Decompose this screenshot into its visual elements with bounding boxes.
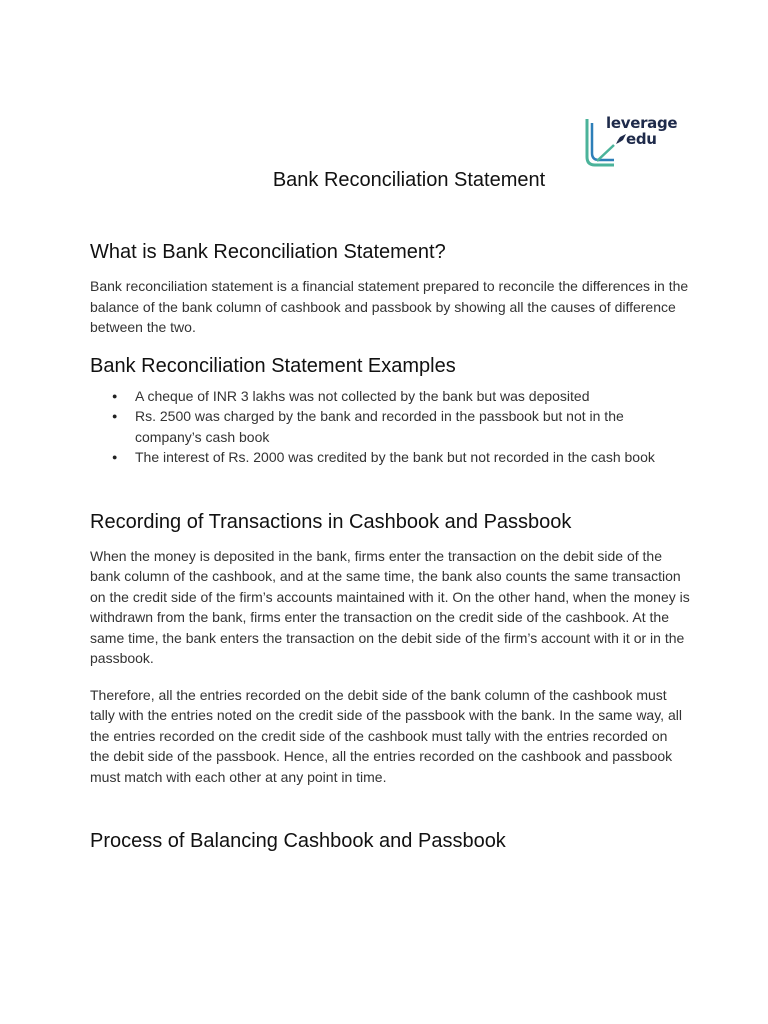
examples-list — [90, 386, 690, 468]
section-paragraph: Therefore, all the entries recorded on the debit side of the bank column of the cashbook must tally with the entries noted on the credit side of the passbook with the bank. In the same way, all the entries recorded on the credit side of the cashbook must tally with the entries recorded on the debit side of the passbook. Hence, all the entries recorded on the cashbook and passbook must match with each other at any point in time. — [90, 686, 682, 785]
leverage-edu-logo — [584, 115, 680, 167]
section-heading-process: Process of Balancing Cashbook and Passbook — [90, 830, 506, 852]
rocket-icon — [615, 133, 627, 145]
section-heading-what-is: What is Bank Reconciliation Statement? — [90, 241, 446, 263]
list-item: ● The interest of Rs. 2000 was credited by the bank but not recorded in the cash book — [90, 447, 690, 468]
section-heading-recording: Recording of Transactions in Cashbook and Passbook — [90, 510, 572, 533]
list-item: ● Rs. 2500 was charged by the bank and recorded in the passbook but not in the company’s cash book — [90, 406, 690, 447]
document-title: Bank Reconciliation Statement — [272, 169, 546, 191]
section-paragraph: When the money is deposited in the bank, firms enter the transaction on the debit side of the bank column of the cashbook, and at the same time, the bank also counts the same transaction on the credit side of the firm’s accounts maintained with it. On the other hand, when the money is withdrawn from the bank, firms enter the transaction on the credit side of the cashbook. At the same time, the bank enters the transaction on the debit side of the firm’s account with it or in the passbook. — [90, 547, 690, 666]
section-paragraph: Bank reconciliation statement is a financial statement prepared to reconcile the differences in the balance of the bank column of cashbook and passbook by showing all the causes of difference between the two. — [90, 278, 689, 335]
list-item: ● A cheque of INR 3 lakhs was not collected by the bank but was deposited — [90, 386, 690, 407]
section-heading-examples: Bank Reconciliation Statement Examples — [90, 354, 456, 377]
document-body — [90, 240, 690, 853]
logo-line1: leverage — [606, 114, 678, 132]
logo-line2: edu — [626, 130, 657, 148]
